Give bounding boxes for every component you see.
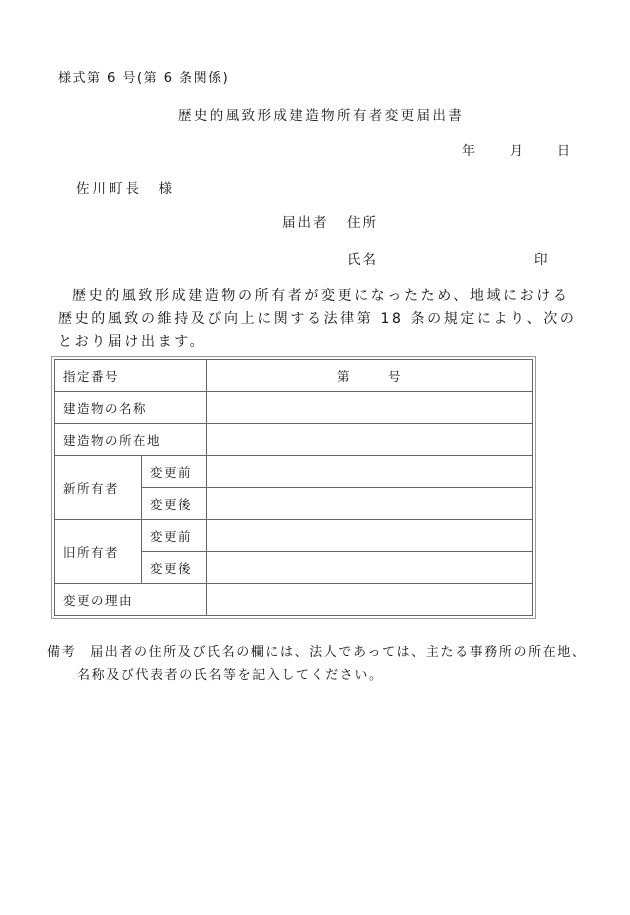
designation-value[interactable] <box>207 360 533 392</box>
address-label: 住所 <box>347 215 378 231</box>
registration-table <box>54 359 533 616</box>
building-location-label: 建造物の所在地 <box>55 424 207 456</box>
new-owner-after-label: 変更後 <box>142 488 207 520</box>
table-row-building-location <box>55 424 533 456</box>
new-owner-before-field[interactable] <box>207 456 533 488</box>
building-name-field[interactable] <box>207 392 533 424</box>
new-owner-after-field[interactable] <box>207 488 533 520</box>
old-owner-label: 旧所有者 <box>55 520 142 584</box>
notes-label: 備考 <box>47 645 77 660</box>
reason-field[interactable] <box>207 584 533 616</box>
date-year: 年 <box>462 144 478 159</box>
table-row-old-owner-before <box>55 520 533 552</box>
addressee: 佐川町長 様 <box>76 181 175 197</box>
old-owner-after-label: 変更後 <box>142 552 207 584</box>
designation-prefix: 第 <box>337 368 352 384</box>
building-name-label: 建造物の名称 <box>55 392 207 424</box>
notes-text-2: 名称及び代表者の氏名等を記入してください。 <box>77 668 384 683</box>
body-paragraph: 歴史的風致形成建造物の所有者が変更になったため、地域における歴史的風致の維持及び向上に関する法律第 18 条の規定により、次のとおり届け出ます。 <box>58 288 577 350</box>
new-owner-label: 新所有者 <box>55 456 142 520</box>
table-row-reason <box>55 584 533 616</box>
notes <box>47 641 587 687</box>
document-title: 歴史的風致形成建造物所有者変更届出書 <box>178 108 465 124</box>
designation-suffix: 号 <box>387 368 402 384</box>
table-row-new-owner-before <box>55 456 533 488</box>
form-number: 様式第 6 号(第 6 条関係) <box>58 71 230 86</box>
building-location-field[interactable] <box>207 424 533 456</box>
table-row-building-name <box>55 392 533 424</box>
new-owner-before-label: 変更前 <box>142 456 207 488</box>
old-owner-before-label: 変更前 <box>142 520 207 552</box>
notes-line-1 <box>47 641 587 664</box>
old-owner-after-field[interactable] <box>207 552 533 584</box>
designation-label: 指定番号 <box>55 360 207 392</box>
applicant-label: 届出者 <box>282 215 329 231</box>
date-month: 月 <box>510 144 526 159</box>
old-owner-before-field[interactable] <box>207 520 533 552</box>
table-row-designation <box>55 360 533 392</box>
reason-label: 変更の理由 <box>55 584 207 616</box>
notes-text-1: 届出者の住所及び氏名の欄には、法人であっては、主たる事務所の所在地、 <box>90 645 587 660</box>
date-day: 日 <box>557 144 573 159</box>
name-label: 氏名 <box>347 252 378 268</box>
seal-mark: 印 <box>534 252 550 268</box>
